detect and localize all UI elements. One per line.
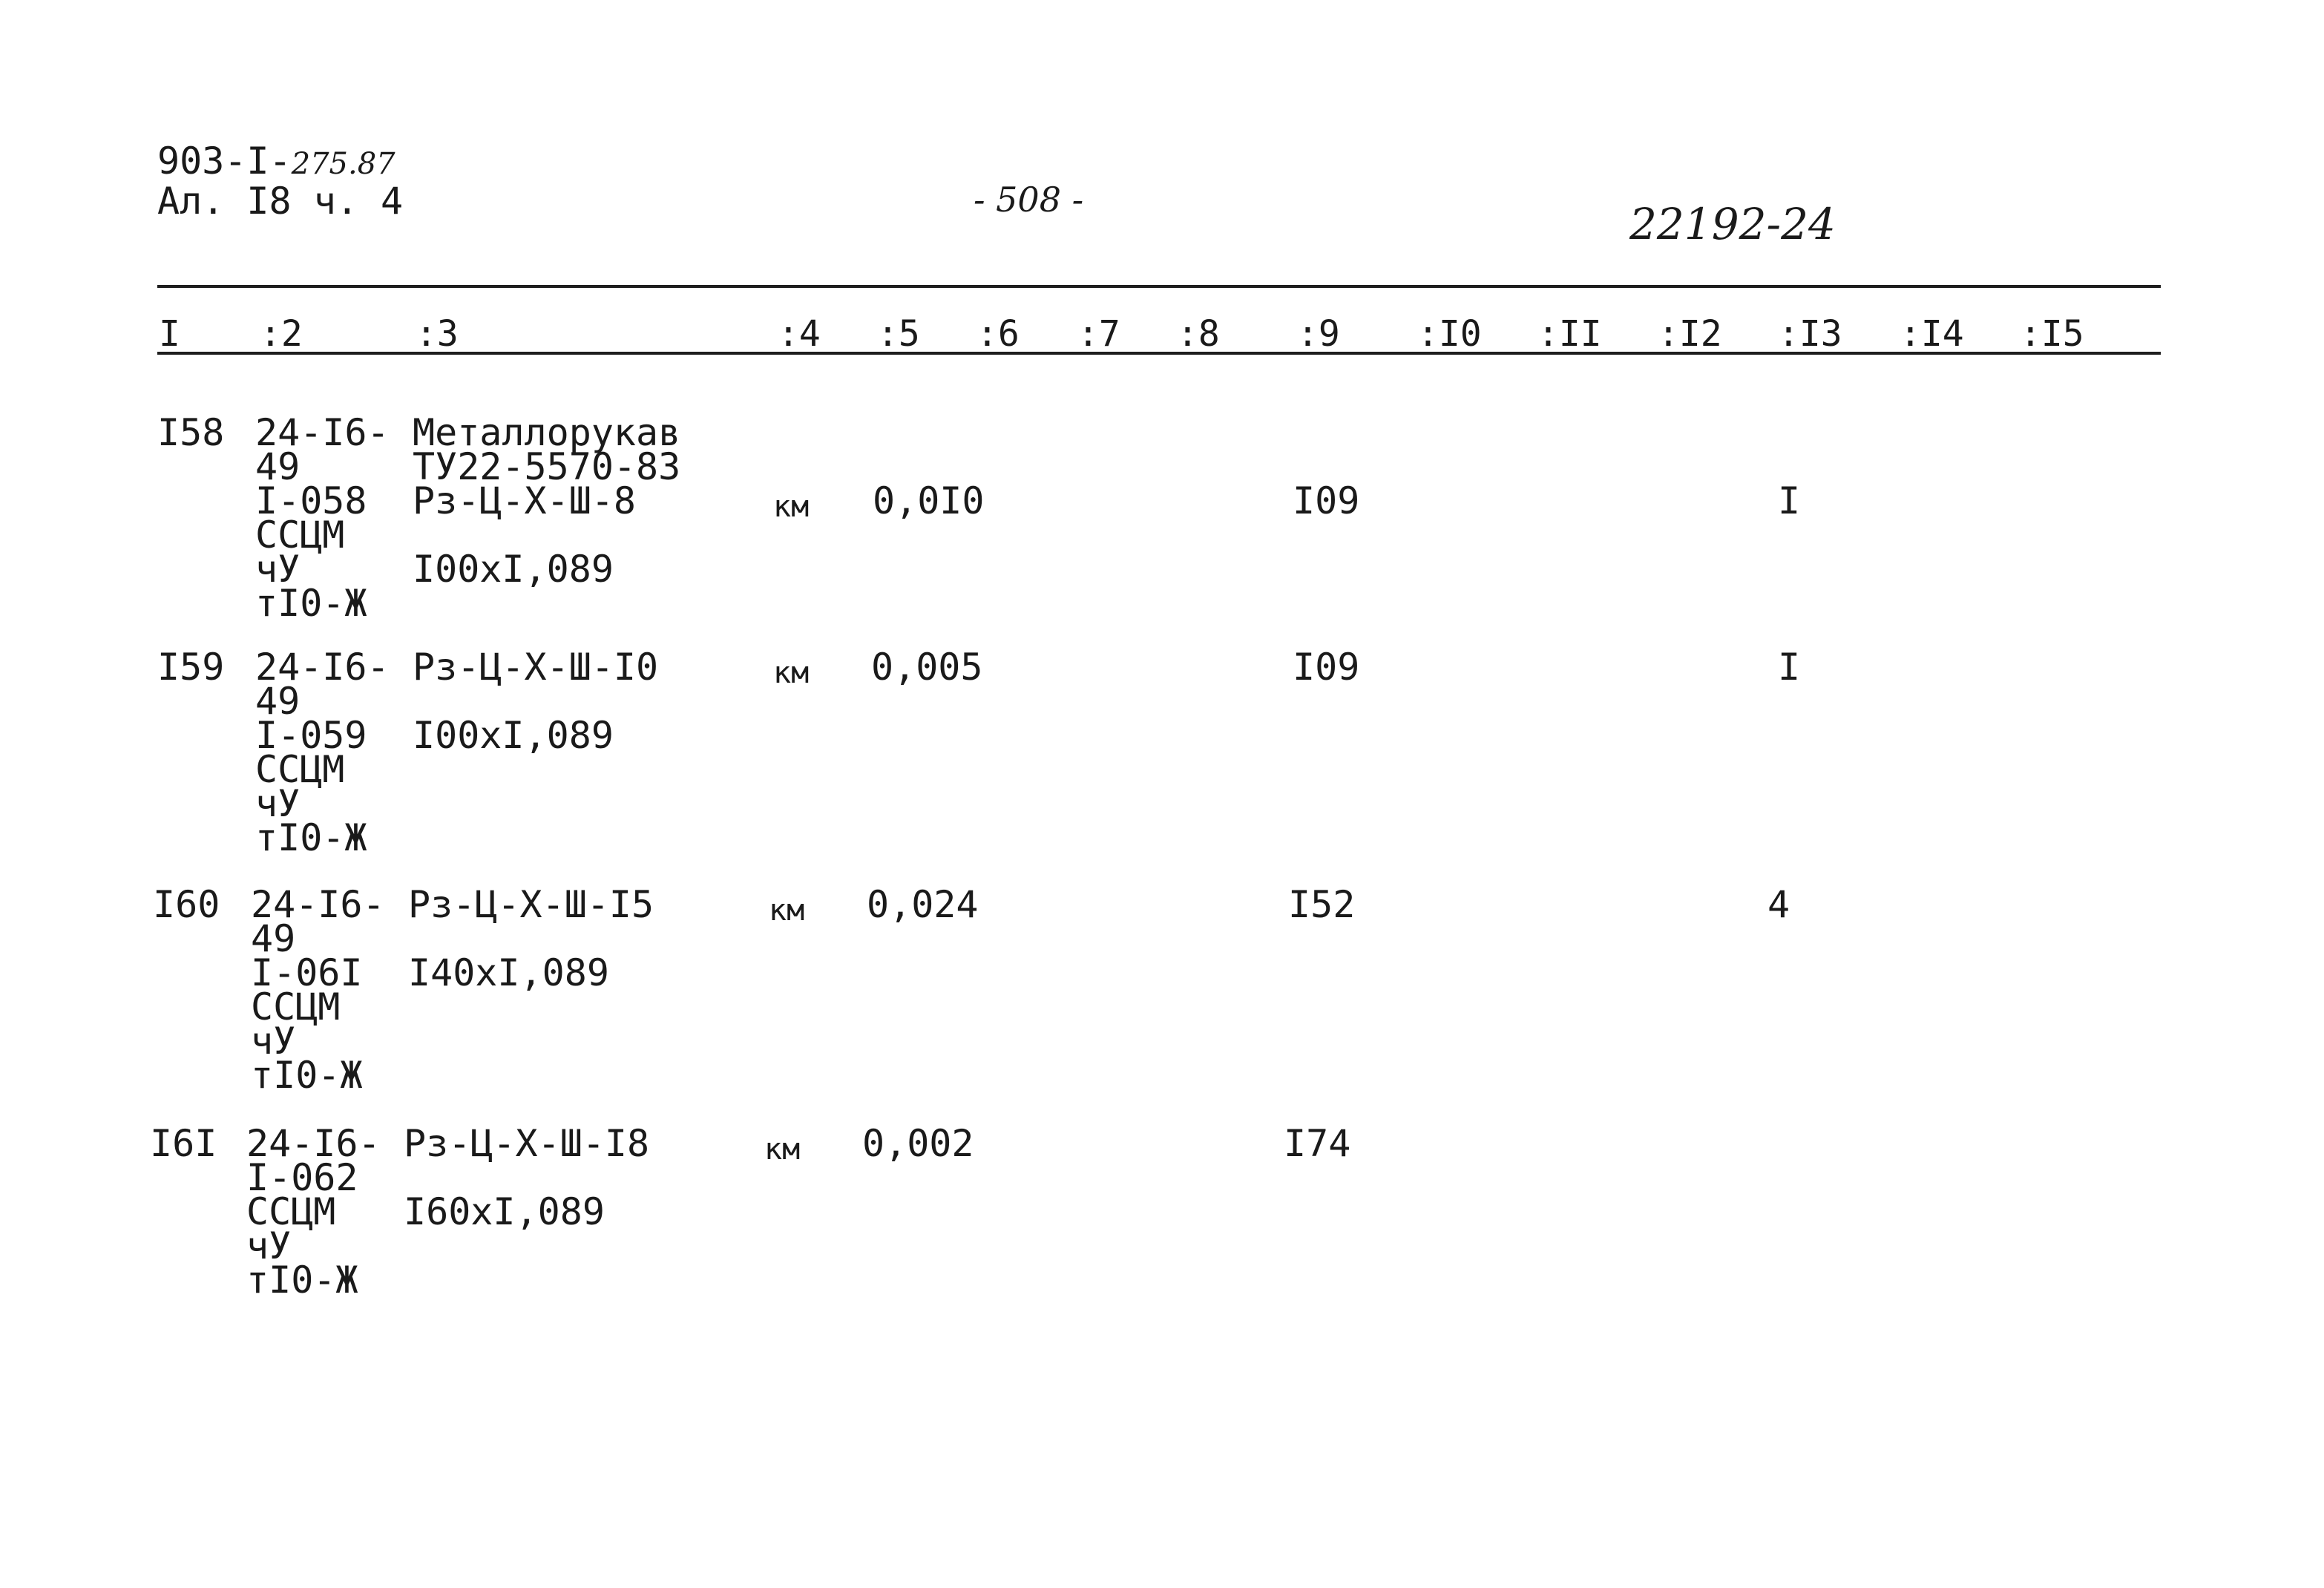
row-number: I58 [157, 411, 225, 454]
column-header-2: :2 [260, 313, 303, 355]
description-line: Металлорукав [413, 411, 681, 454]
description-line: Рз-Ц-Х-Ш-I8 [404, 1122, 650, 1165]
code-line: 49 [255, 680, 301, 723]
column-header-7: :7 [1077, 313, 1120, 355]
row-column-9: I09 [1293, 479, 1360, 522]
row-number: I59 [157, 646, 225, 689]
column-header-5: :5 [877, 313, 920, 355]
row-column-9: I09 [1293, 646, 1360, 689]
description-line: Рз-Ц-Х-Ш-I0 [413, 646, 659, 689]
row-code [255, 411, 390, 625]
document-code-handwritten: 275.87 [291, 147, 395, 181]
column-header-9: :9 [1297, 313, 1340, 355]
code-line: чУ [251, 1020, 296, 1063]
code-line: 49 [255, 445, 301, 488]
description-line: Рз-Ц-Х-Ш-I5 [408, 883, 654, 926]
code-line: тI0-Ж [251, 1054, 363, 1097]
column-header-14: :I4 [1900, 313, 1964, 355]
code-line: I-059 [255, 714, 367, 757]
column-header-13: :I3 [1778, 313, 1842, 355]
code-line: чУ [255, 548, 301, 591]
row-quantity: 0,0I0 [873, 479, 985, 522]
row-code [246, 1122, 381, 1302]
description-line: Рз-Ц-Х-Ш-8 [413, 479, 637, 522]
header-top-rule [157, 285, 2161, 288]
code-line: тI0-Ж [255, 816, 367, 859]
sheet-code: 22192-24 [1629, 199, 1836, 249]
column-header-1: I [159, 313, 180, 355]
row-column-13: I [1778, 479, 1801, 522]
code-line: тI0-Ж [246, 1259, 358, 1302]
code-line: 24-I6- [251, 883, 385, 926]
document-code [157, 140, 395, 183]
code-line: 49 [251, 917, 296, 960]
column-header-6: :6 [976, 313, 1020, 355]
description-line: I00хI,089 [413, 548, 614, 591]
page-number: - 508 - [974, 180, 1084, 220]
column-header-15: :I5 [2020, 313, 2084, 355]
row-description [413, 411, 681, 591]
row-quantity: 0,024 [867, 883, 979, 926]
column-header-4: :4 [778, 313, 821, 355]
row-code [251, 883, 385, 1097]
code-line: ССЦМ [255, 748, 345, 791]
code-line: чУ [255, 782, 301, 825]
column-header-3: :3 [416, 313, 459, 355]
row-unit: км [773, 490, 810, 524]
row-unit: км [764, 1132, 801, 1167]
code-line: ССЦМ [246, 1190, 336, 1233]
row-column-13: I [1778, 646, 1801, 689]
row-description [413, 646, 659, 757]
document-code-prefix: 903-I- [157, 140, 292, 183]
album-line: Ал. I8 ч. 4 [157, 180, 404, 223]
code-line: I-06I [251, 951, 363, 994]
row-description [408, 883, 654, 994]
column-header-8: :8 [1177, 313, 1220, 355]
code-line: 24-I6- [246, 1122, 381, 1165]
column-header-12: :I2 [1658, 313, 1722, 355]
description-line: ТУ22-5570-83 [413, 445, 681, 488]
code-line: чУ [246, 1224, 292, 1267]
code-line: I-062 [246, 1156, 358, 1199]
row-unit: км [773, 656, 810, 690]
row-code [255, 646, 390, 859]
description-line: I00хI,089 [413, 714, 614, 757]
column-header-11: :II [1537, 313, 1602, 355]
row-quantity: 0,002 [862, 1122, 974, 1165]
code-line: тI0-Ж [255, 582, 367, 625]
code-line: ССЦМ [251, 985, 341, 1028]
code-line: 24-I6- [255, 411, 390, 454]
row-column-9: I52 [1288, 883, 1356, 926]
row-quantity: 0,005 [871, 646, 983, 689]
row-number: I6I [150, 1122, 217, 1165]
row-column-13: 4 [1767, 883, 1790, 926]
description-line: I60хI,089 [404, 1190, 605, 1233]
code-line: 24-I6- [255, 646, 390, 689]
column-header-10: :I0 [1417, 313, 1482, 355]
code-line: I-058 [255, 479, 367, 522]
code-line: ССЦМ [255, 514, 345, 557]
description-line: I40хI,089 [408, 951, 609, 994]
row-description [404, 1122, 650, 1233]
row-number: I60 [153, 883, 220, 926]
row-unit: км [769, 893, 805, 928]
row-column-9: I74 [1284, 1122, 1351, 1165]
